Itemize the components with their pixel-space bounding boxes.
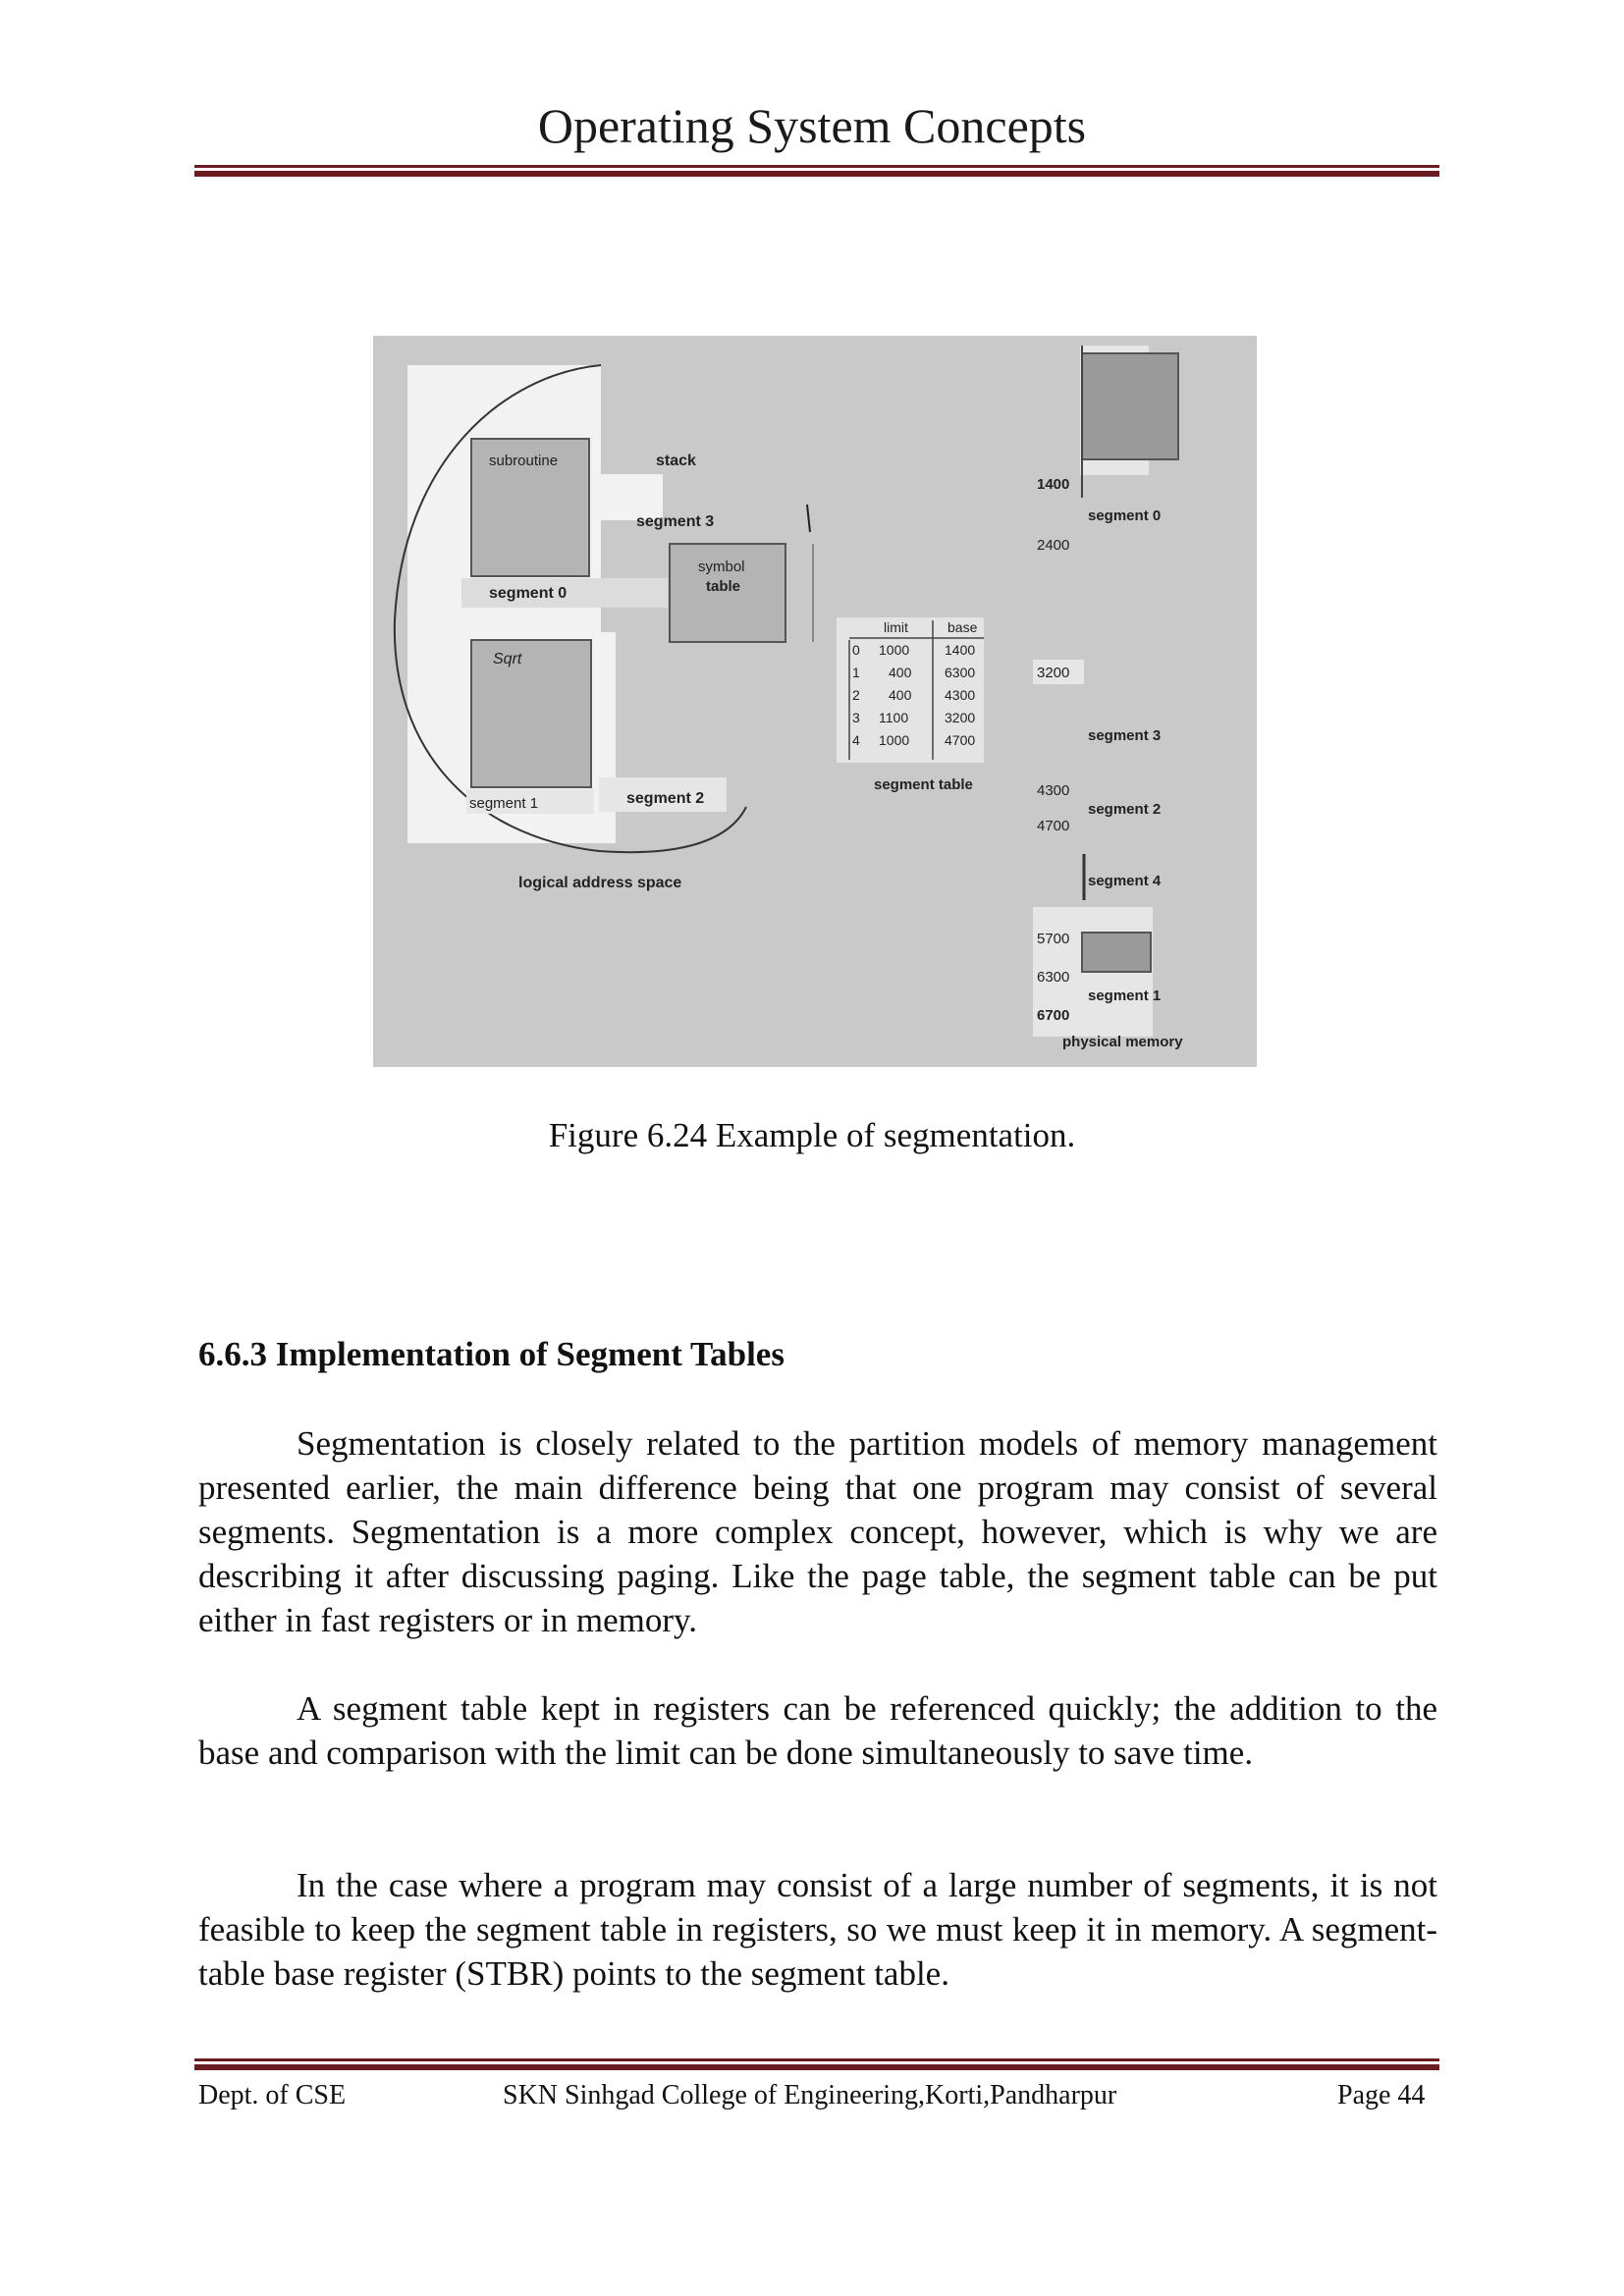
paragraph: A segment table kept in registers can be referenced quickly; the addition to the base and comparison with the limit can be done simultaneously to save time. <box>198 1689 1437 1772</box>
segment-table-base: 1400 <box>945 642 976 658</box>
segmentation-diagram <box>373 336 1257 1067</box>
table-label: table <box>706 578 741 595</box>
footer-page-number: Page 44 <box>1337 2080 1426 2110</box>
phys-segment1-label: segment 1 <box>1088 988 1162 1004</box>
sqrt-block <box>471 640 591 787</box>
segment-table-base: 6300 <box>945 665 976 680</box>
running-header-title: Operating System Concepts <box>537 98 1087 153</box>
phys-segment4-label: segment 4 <box>1088 873 1162 889</box>
segment-table-base: 3200 <box>945 710 976 725</box>
phys-segment1-block <box>1082 933 1151 972</box>
segment-table-limit: 400 <box>889 665 912 680</box>
segment-table-header-base: base <box>947 619 978 635</box>
phys-segment0-block <box>1082 353 1178 459</box>
phys-address-6700: 6700 <box>1037 1007 1070 1024</box>
phys-address-4700: 4700 <box>1037 818 1070 834</box>
segment-table-base: 4300 <box>945 687 976 703</box>
subroutine-label: subroutine <box>489 453 559 469</box>
segment-table-index: 1 <box>852 665 860 680</box>
phys-address-5700: 5700 <box>1037 931 1070 947</box>
phys-segment0-label: segment 0 <box>1088 507 1162 524</box>
segment-table-limit: 1000 <box>879 642 910 658</box>
phys-address-6300: 6300 <box>1037 969 1070 986</box>
footer-rule <box>194 2058 1439 2070</box>
header-rule <box>194 165 1439 177</box>
segment-table-index: 4 <box>852 732 860 748</box>
footer-college: SKN Sinhgad College of Engineering,Korti,Pandharpur <box>503 2080 1117 2110</box>
segment-table-index: 2 <box>852 687 860 703</box>
segment-table-index: 0 <box>852 642 860 658</box>
segment-table-limit: 1000 <box>879 732 910 748</box>
phys-segment2-label: segment 2 <box>1088 801 1162 818</box>
segment-table-header-limit: limit <box>884 619 908 635</box>
paragraph: Segmentation is closely related to the partition models of memory management presented earlier, the main difference being that one program may consist of several segments. Segmentation is a more complex concept, however, which is why we are describing it after discussing paging. Like the page table, the segment table can be put either in fast registers or in memory. <box>198 1424 1437 1639</box>
segment3-logical-label: segment 3 <box>636 513 715 530</box>
section-heading: 6.6.3 Implementation of Segment Tables <box>198 1335 785 1373</box>
segment-table-limit: 400 <box>889 687 912 703</box>
segment-table-limit: 1100 <box>879 710 909 725</box>
footer-department: Dept. of CSE <box>198 2080 347 2110</box>
stack-label: stack <box>656 453 696 469</box>
segment0-logical-label: segment 0 <box>489 585 568 602</box>
sqrt-label: Sqrt <box>493 651 522 667</box>
physical-memory-caption: physical memory <box>1062 1034 1183 1050</box>
paragraph: In the case where a program may consist of a large number of segments, it is not feasible to keep the segment table in registers, so we must keep it in memory. A segment-table base register (STBR) points to the segment table. <box>198 1866 1437 1993</box>
logical-space-caption: logical address space <box>518 875 682 891</box>
figure-caption: Figure 6.24 Example of segmentation. <box>548 1116 1076 1154</box>
stack-marker <box>807 505 810 532</box>
phys-address-4300: 4300 <box>1037 782 1070 799</box>
phys-address-2400: 2400 <box>1037 537 1070 554</box>
segment2-logical-label: segment 2 <box>626 790 705 807</box>
symbol-label: symbol <box>698 559 745 575</box>
segment-table-index: 3 <box>852 710 860 725</box>
segmentation-figure <box>373 336 1257 1067</box>
phys-address-1400: 1400 <box>1037 476 1070 493</box>
phys-address-3200: 3200 <box>1037 665 1070 681</box>
segment1-logical-label: segment 1 <box>469 795 539 812</box>
segment-table-caption: segment table <box>874 776 973 793</box>
segment-table-base: 4700 <box>945 732 976 748</box>
phys-segment3-label: segment 3 <box>1088 727 1162 744</box>
